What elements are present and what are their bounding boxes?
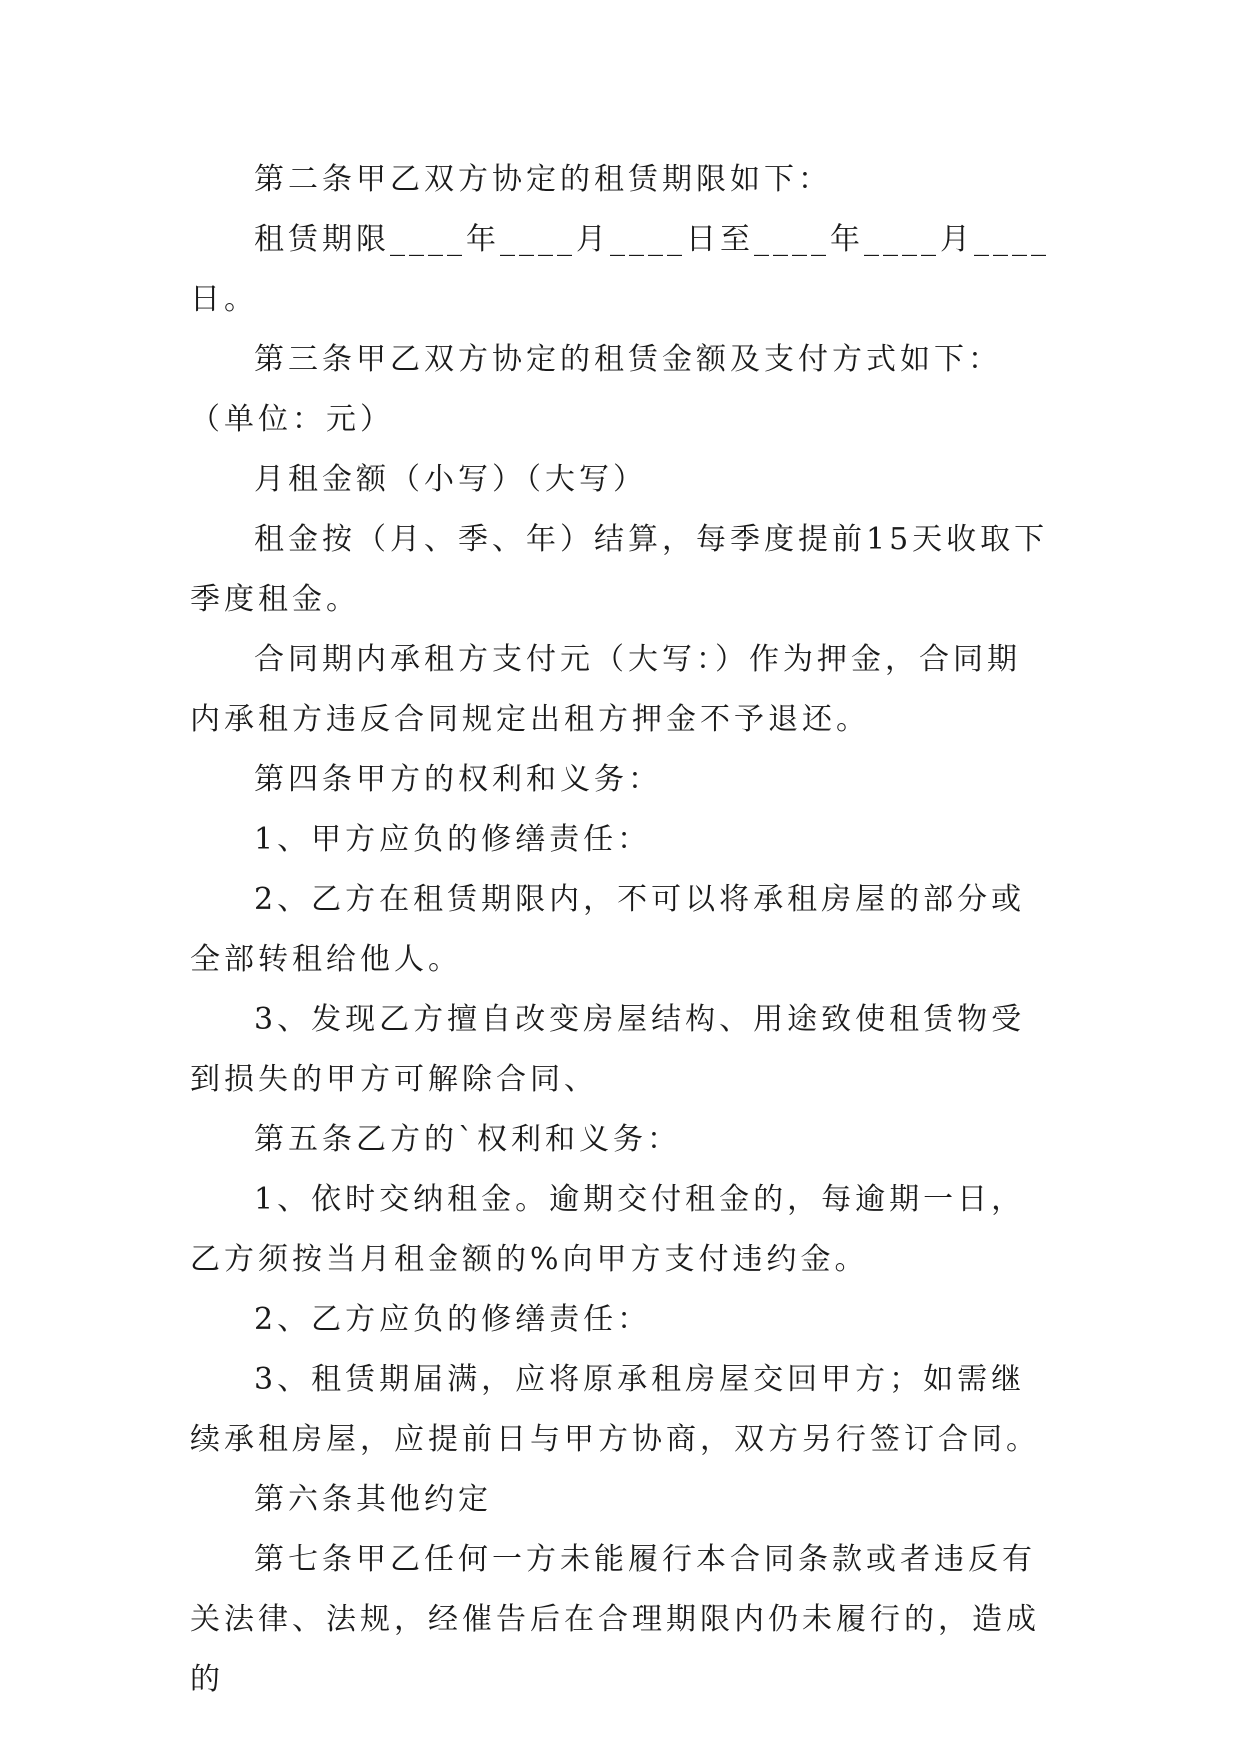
paragraph-article-7: 第七条甲乙任何一方未能履行本合同条款或者违反有关法律、法规，经催告后在合理期限内仍未履行的，造成的 bbox=[190, 1542, 1040, 1697]
paragraph-rent-settlement: 租金按（月、季、年）结算，每季度提前15天收取下季度租金。 bbox=[190, 522, 1049, 617]
paragraph-article-5-heading: 第五条乙方的`权利和义务： bbox=[254, 1122, 681, 1157]
paragraph-party-b-item-3: 3、租赁期届满，应将原承租房屋交回甲方；如需继续承租房屋，应提前日与甲方协商，双方另行签订合同。 bbox=[190, 1362, 1040, 1457]
paragraph-article-3-heading: 第三条甲乙双方协定的租赁金额及支付方式如下：（单位：元） bbox=[190, 342, 1002, 437]
paragraph-party-b-item-2: 2、乙方应负的修缮责任： bbox=[254, 1302, 652, 1337]
paragraph-party-a-item-1: 1、甲方应负的修缮责任： bbox=[254, 822, 652, 857]
paragraph-article-6-heading: 第六条其他约定 bbox=[254, 1482, 492, 1517]
document-body bbox=[190, 150, 1050, 1710]
paragraph-deposit: 合同期内承租方支付元（大写：）作为押金，合同期内承租方违反合同规定出租方押金不予退还。 bbox=[190, 642, 1021, 737]
paragraph-article-4-heading: 第四条甲方的权利和义务： bbox=[254, 762, 662, 797]
paragraph-lease-term: 租赁期限____年____月____日至____年____月____日。 bbox=[190, 222, 1050, 317]
paragraph-party-b-item-1: 1、依时交纳租金。逾期交付租金的，每逾期一日，乙方须按当月租金额的%向甲方支付违约金。 bbox=[190, 1182, 1026, 1277]
paragraph-party-a-item-3: 3、发现乙方擅自改变房屋结构、用途致使租赁物受到损失的甲方可解除合同、 bbox=[190, 1002, 1026, 1097]
paragraph-party-a-item-2: 2、乙方在租赁期限内，不可以将承租房屋的部分或全部转租给他人。 bbox=[190, 882, 1026, 977]
paragraph-article-2-heading: 第二条甲乙双方协定的租赁期限如下： bbox=[254, 162, 832, 197]
paragraph-monthly-rent: 月租金额（小写）（大写） bbox=[254, 462, 647, 497]
